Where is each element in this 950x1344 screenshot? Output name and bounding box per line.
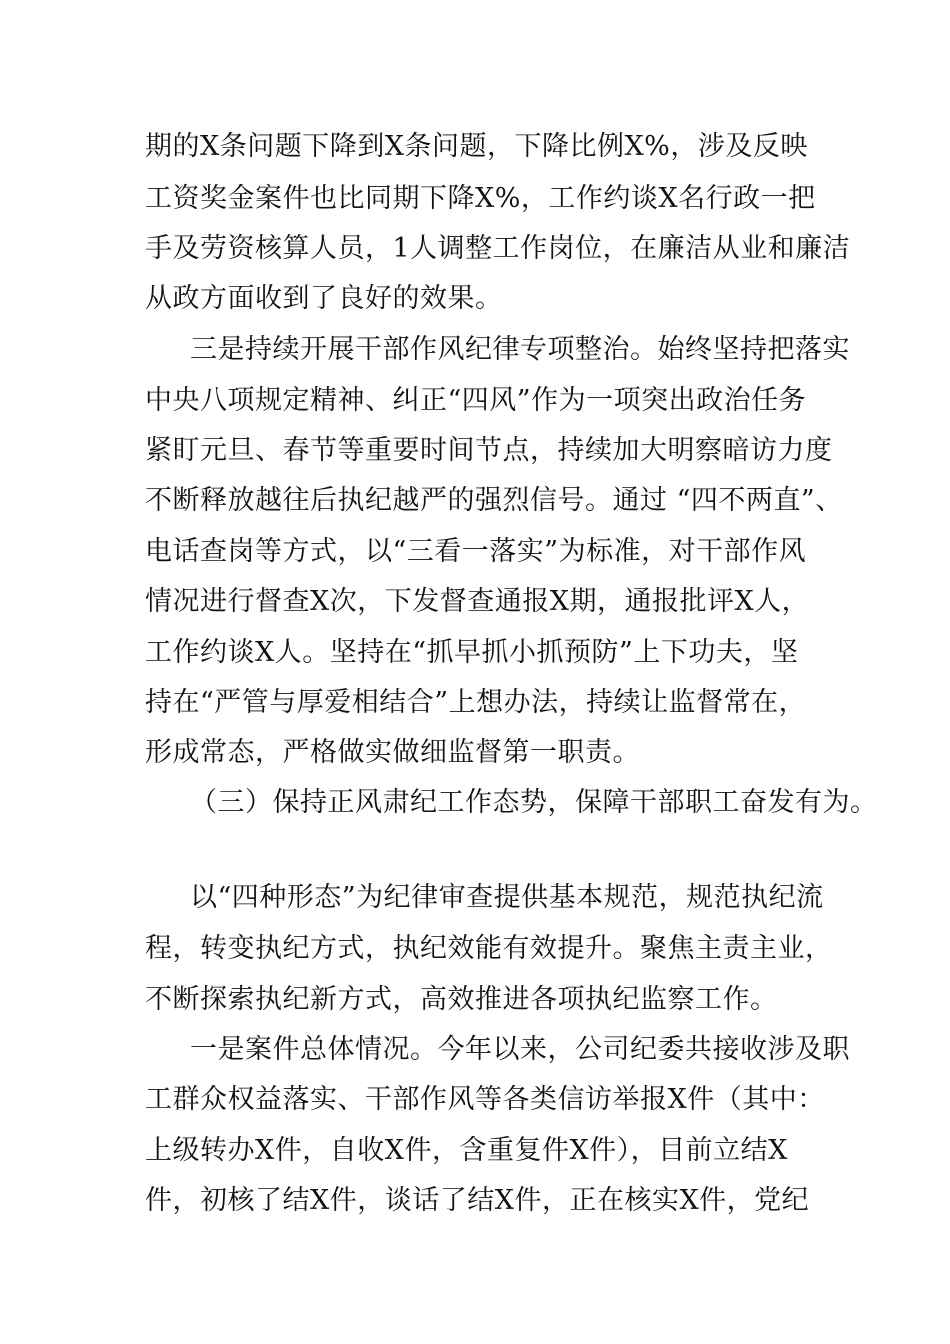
text-line: 程，转变执纪方式，执纪效能有效提升。聚焦主责主业，: [145, 933, 833, 964]
text-line: 工作约谈X人。坚持在“抓早抓小抓预防”上下功夫，坚: [145, 637, 799, 668]
text-line: 期的X条问题下降到X条问题，下降比例X%，涉及反映: [145, 131, 808, 162]
paragraph-start-line: 以“四种形态”为纪律审查提供基本规范，规范执纪流: [190, 882, 824, 913]
text-line: 上级转办X件，自收X件，含重复件X件），目前立结X: [145, 1135, 788, 1166]
text-line: 从政方面收到了良好的效果。: [145, 283, 503, 314]
text-line: 持在“严管与厚爱相结合”上想办法，持续让监督常在，: [145, 687, 807, 718]
text-line: 不断释放越往后执纪越严的强烈信号。通过 “四不两直”、: [145, 485, 843, 516]
text-line: 电话查岗等方式，以“三看一落实”为标准，对干部作风: [145, 536, 807, 567]
section-heading: （三）保持正风肃纪工作态势，保障干部职工奋发有为。: [190, 787, 878, 818]
paragraph-start-line: 三是持续开展干部作风纪律专项整治。始终坚持把落实: [190, 334, 850, 365]
text-line: 工资奖金案件也比同期下降X%，工作约谈X名行政一把: [145, 183, 816, 214]
paragraph-start-line: 一是案件总体情况。今年以来，公司纪委共接收涉及职: [190, 1034, 850, 1065]
text-line: 形成常态，严格做实做细监督第一职责。: [145, 737, 640, 768]
text-line: 工群众权益落实、干部作风等各类信访举报X件（其中：: [145, 1084, 825, 1115]
text-line: 手及劳资核算人员，1人调整工作岗位，在廉洁从业和廉洁: [145, 233, 851, 264]
text-line: 件，初核了结X件，谈话了结X件，正在核实X件，党纪: [145, 1185, 810, 1216]
text-line: 情况进行督查X次，下发督查通报X期，通报批评X人，: [145, 586, 810, 617]
text-line: 中央八项规定精神、纠正“四风”作为一项突出政治任务: [145, 385, 807, 416]
text-line: 紧盯元旦、春节等重要时间节点，持续加大明察暗访力度: [145, 435, 833, 466]
text-line: 不断探索执纪新方式，高效推进各项执纪监察工作。: [145, 984, 778, 1015]
